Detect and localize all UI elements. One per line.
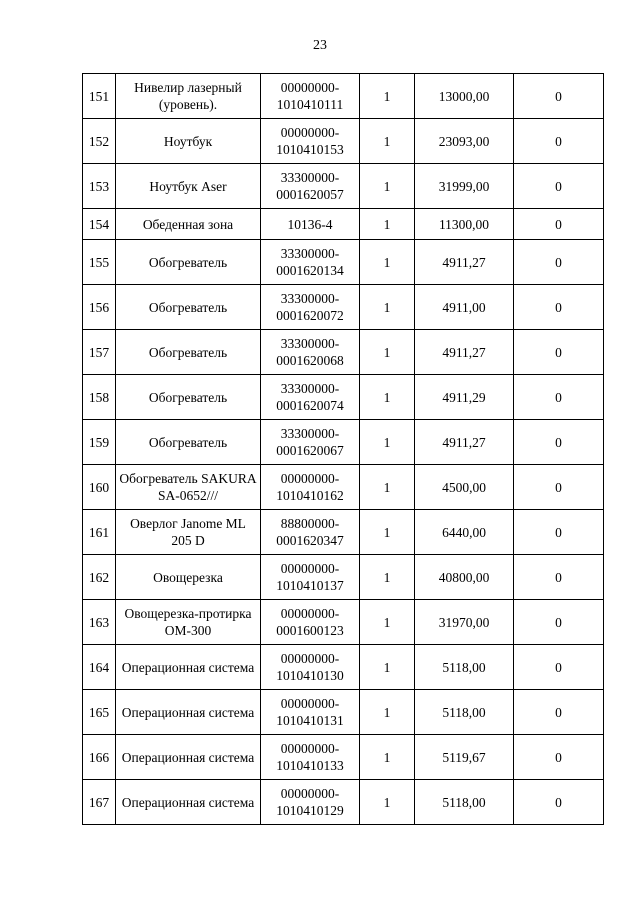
table-row bbox=[83, 465, 604, 510]
item-name: Обогреватель bbox=[116, 375, 261, 420]
item-name: Обогреватель SAKURA SA-0652/// bbox=[116, 465, 261, 510]
row-number: 166 bbox=[83, 735, 116, 780]
item-name: Обогреватель bbox=[116, 330, 261, 375]
table-row bbox=[83, 690, 604, 735]
residual-value: 0 bbox=[514, 240, 604, 285]
table-row bbox=[83, 119, 604, 164]
row-number: 158 bbox=[83, 375, 116, 420]
price: 13000,00 bbox=[415, 74, 514, 119]
item-name: Оверлог Janome ML 205 D bbox=[116, 510, 261, 555]
quantity: 1 bbox=[360, 164, 415, 209]
price: 5118,00 bbox=[415, 645, 514, 690]
quantity: 1 bbox=[360, 420, 415, 465]
row-number: 165 bbox=[83, 690, 116, 735]
price: 23093,00 bbox=[415, 119, 514, 164]
table-row bbox=[83, 600, 604, 645]
item-name: Овощерезка-протирка ОМ-300 bbox=[116, 600, 261, 645]
residual-value: 0 bbox=[514, 645, 604, 690]
residual-value: 0 bbox=[514, 690, 604, 735]
row-number: 164 bbox=[83, 645, 116, 690]
row-number: 154 bbox=[83, 209, 116, 240]
item-name: Операционная система bbox=[116, 780, 261, 825]
price: 4911,27 bbox=[415, 240, 514, 285]
price: 4911,27 bbox=[415, 330, 514, 375]
price: 4911,27 bbox=[415, 420, 514, 465]
quantity: 1 bbox=[360, 690, 415, 735]
quantity: 1 bbox=[360, 735, 415, 780]
table-row bbox=[83, 74, 604, 119]
table-row bbox=[83, 330, 604, 375]
quantity: 1 bbox=[360, 645, 415, 690]
item-name: Нивелир лазерный (уровень). bbox=[116, 74, 261, 119]
price: 6440,00 bbox=[415, 510, 514, 555]
item-name: Операционная система bbox=[116, 735, 261, 780]
residual-value: 0 bbox=[514, 600, 604, 645]
price: 5118,00 bbox=[415, 690, 514, 735]
inventory-code: 00000000-1010410131 bbox=[261, 690, 360, 735]
quantity: 1 bbox=[360, 780, 415, 825]
residual-value: 0 bbox=[514, 735, 604, 780]
row-number: 162 bbox=[83, 555, 116, 600]
residual-value: 0 bbox=[514, 420, 604, 465]
quantity: 1 bbox=[360, 600, 415, 645]
inventory-code: 33300000-0001620074 bbox=[261, 375, 360, 420]
quantity: 1 bbox=[360, 555, 415, 600]
quantity: 1 bbox=[360, 465, 415, 510]
inventory-code: 88800000-0001620347 bbox=[261, 510, 360, 555]
residual-value: 0 bbox=[514, 285, 604, 330]
row-number: 157 bbox=[83, 330, 116, 375]
inventory-code: 33300000-0001620072 bbox=[261, 285, 360, 330]
residual-value: 0 bbox=[514, 510, 604, 555]
table-row bbox=[83, 420, 604, 465]
inventory-code: 00000000-1010410153 bbox=[261, 119, 360, 164]
item-name: Обеденная зона bbox=[116, 209, 261, 240]
item-name: Обогреватель bbox=[116, 285, 261, 330]
quantity: 1 bbox=[360, 119, 415, 164]
residual-value: 0 bbox=[514, 119, 604, 164]
residual-value: 0 bbox=[514, 209, 604, 240]
residual-value: 0 bbox=[514, 74, 604, 119]
table-row bbox=[83, 555, 604, 600]
inventory-code: 00000000-1010410162 bbox=[261, 465, 360, 510]
table-row bbox=[83, 375, 604, 420]
item-name: Обогреватель bbox=[116, 420, 261, 465]
inventory-code: 00000000-1010410130 bbox=[261, 645, 360, 690]
residual-value: 0 bbox=[514, 780, 604, 825]
row-number: 161 bbox=[83, 510, 116, 555]
residual-value: 0 bbox=[514, 164, 604, 209]
price: 4500,00 bbox=[415, 465, 514, 510]
item-name: Ноутбук Aser bbox=[116, 164, 261, 209]
page-number: 23 bbox=[313, 38, 327, 53]
inventory-code: 00000000-1010410111 bbox=[261, 74, 360, 119]
residual-value: 0 bbox=[514, 555, 604, 600]
table-row bbox=[83, 240, 604, 285]
row-number: 167 bbox=[83, 780, 116, 825]
table-row bbox=[83, 209, 604, 240]
table-row bbox=[83, 645, 604, 690]
inventory-code: 00000000-1010410129 bbox=[261, 780, 360, 825]
price: 11300,00 bbox=[415, 209, 514, 240]
row-number: 163 bbox=[83, 600, 116, 645]
inventory-table bbox=[82, 73, 604, 825]
price: 31999,00 bbox=[415, 164, 514, 209]
inventory-code: 00000000-0001600123 bbox=[261, 600, 360, 645]
price: 4911,00 bbox=[415, 285, 514, 330]
inventory-code: 33300000-0001620057 bbox=[261, 164, 360, 209]
inventory-code: 33300000-0001620068 bbox=[261, 330, 360, 375]
row-number: 152 bbox=[83, 119, 116, 164]
item-name: Ноутбук bbox=[116, 119, 261, 164]
price: 40800,00 bbox=[415, 555, 514, 600]
quantity: 1 bbox=[360, 330, 415, 375]
residual-value: 0 bbox=[514, 375, 604, 420]
item-name: Обогреватель bbox=[116, 240, 261, 285]
row-number: 155 bbox=[83, 240, 116, 285]
price: 5118,00 bbox=[415, 780, 514, 825]
row-number: 156 bbox=[83, 285, 116, 330]
row-number: 160 bbox=[83, 465, 116, 510]
item-name: Операционная система bbox=[116, 690, 261, 735]
price: 5119,67 bbox=[415, 735, 514, 780]
residual-value: 0 bbox=[514, 465, 604, 510]
quantity: 1 bbox=[360, 375, 415, 420]
quantity: 1 bbox=[360, 74, 415, 119]
table-row bbox=[83, 735, 604, 780]
quantity: 1 bbox=[360, 209, 415, 240]
inventory-code: 00000000-1010410133 bbox=[261, 735, 360, 780]
table-row bbox=[83, 164, 604, 209]
item-name: Овощерезка bbox=[116, 555, 261, 600]
inventory-code: 33300000-0001620067 bbox=[261, 420, 360, 465]
inventory-code: 00000000-1010410137 bbox=[261, 555, 360, 600]
item-name: Операционная система bbox=[116, 645, 261, 690]
quantity: 1 bbox=[360, 510, 415, 555]
inventory-code: 10136-4 bbox=[261, 209, 360, 240]
table-row bbox=[83, 780, 604, 825]
quantity: 1 bbox=[360, 240, 415, 285]
table-row bbox=[83, 285, 604, 330]
inventory-code: 33300000-0001620134 bbox=[261, 240, 360, 285]
residual-value: 0 bbox=[514, 330, 604, 375]
row-number: 153 bbox=[83, 164, 116, 209]
price: 4911,29 bbox=[415, 375, 514, 420]
table-row bbox=[83, 510, 604, 555]
row-number: 159 bbox=[83, 420, 116, 465]
price: 31970,00 bbox=[415, 600, 514, 645]
row-number: 151 bbox=[83, 74, 116, 119]
quantity: 1 bbox=[360, 285, 415, 330]
